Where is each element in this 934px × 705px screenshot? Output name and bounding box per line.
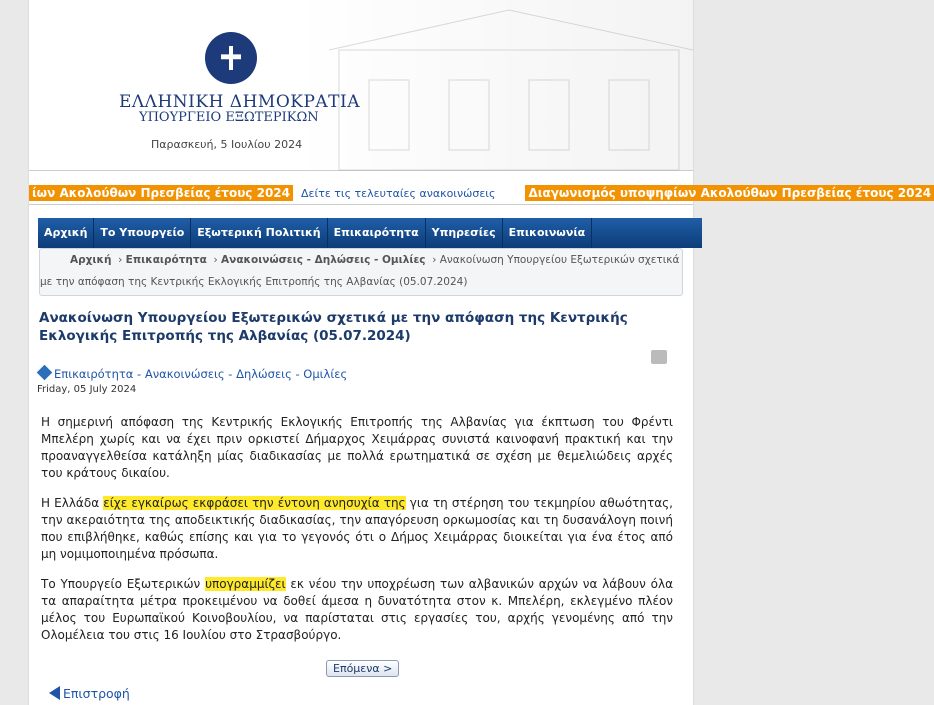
breadcrumb-announcements[interactable]: Ανακοινώσεις - Δηλώσεις - Ομιλίες [221, 254, 426, 266]
back-arrow-icon [49, 686, 60, 700]
text: Το Υπουργείο Εξωτερικών [41, 577, 206, 591]
article-body [41, 414, 673, 657]
greek-emblem-logo[interactable] [205, 32, 257, 84]
text: για τη στέρηση του τεκμηρίου αθωότητας, την ακεραιότητα της αποδεικτικής διαδικασίας, την απαγόρευση ορκωμοσίας και τη δυσανάλογη ποινή που επιβλήθηκε, καθώς επίσης και για το γεγονός ότι ο Δήμος Χειμάρρας διοικείται για ένα έτος από μη νομιμοποιημένα πρόσωπα. [41, 496, 673, 561]
breadcrumb-news[interactable]: Επικαιρότητα [125, 254, 207, 266]
page [28, 0, 932, 705]
nav-news[interactable]: Επικαιρότητα [328, 218, 426, 248]
paragraph [41, 495, 673, 563]
nav-home[interactable]: Αρχική [38, 218, 94, 248]
header-date: Παρασκευή, 5 Ιουλίου 2024 [151, 138, 303, 151]
paragraph: Η σημερινή απόφαση της Κεντρικής Εκλογικής Επιτροπής της Αλβανίας για έκπτωση του Φρέντι Μπελέρη χωρίς και να έχει πριν ορκιστεί Δήμαρχος Χειμάρρας συνιστά καινοφανή πρακτική και την προαναγγελθείσα κατάληξη μίας διαδικασίας με πολλά ερωτηματικά σε σχέση με θεμελιώδεις αρχές του κράτους δικαίου. [41, 415, 673, 480]
nav-foreign-policy[interactable]: Εξωτερική Πολιτική [191, 218, 327, 248]
breadcrumb-home[interactable]: Αρχική [70, 254, 112, 266]
back-link[interactable] [49, 686, 130, 701]
breadcrumb: Αρχική › Επικαιρότητα › Ανακοινώσεις - Δηλώσεις - Ομιλίες › Ανακοίνωση Υπουργείου Εξωτερικών σχετικά με την απόφαση της Κεντρικής Εκλογικής Επιτροπής της Αλβανίας (05.07.2024) [39, 248, 683, 296]
nav-services[interactable]: Υπηρεσίες [426, 218, 503, 248]
news-ticker [29, 182, 932, 205]
print-icon[interactable] [651, 350, 667, 364]
category-icon [37, 365, 53, 381]
category-label: Επικαιρότητα - Ανακοινώσεις - Δηλώσεις - Ομιλίες [54, 367, 348, 381]
text: εκ νέου την υποχρέωση των αλβανικών αρχών να λάβουν όλα τα απαραίτητα μέτρα προκειμένου να δοθεί άμεσα η δυνατότητα στον κ. Μπελέρη, εκλεγμένο πλέον μέλος του Ευρωπαϊκού Κοινοβουλίου, να παρίσταται στις εργασίες του, αρχής γενομένης από την Ολομέλεια του στις 16 Ιουλίου στο Στρασβούργο. [41, 577, 673, 642]
category-link[interactable] [39, 367, 347, 381]
article-date: Friday, 05 July 2024 [37, 384, 137, 395]
ticker-item[interactable]: Διαγωνισμός υποψηφίων Ακολούθων Πρεσβείας έτους 2024 [525, 185, 934, 201]
ticker-item[interactable]: ίων Ακολούθων Πρεσβείας έτους 2024 [29, 185, 293, 201]
nav-contact[interactable]: Επικοινωνία [503, 218, 593, 248]
breadcrumb-current: Ανακοίνωση Υπουργείου Εξωτερικών σχετικά με την απόφαση της Κεντρικής Εκλογικής Επιτροπής της Αλβανίας (05.07.2024) [40, 254, 680, 288]
highlighted-text: είχε εγκαίρως εκφράσει την έντονη ανησυχία της [103, 496, 406, 510]
text: Η Ελλάδα [41, 496, 104, 510]
site-title: ΕΛΛΗΝΙΚΗ ΔΗΜΟΚΡΑΤΙΑ [119, 92, 361, 112]
site-header [29, 0, 693, 171]
building-illustration [329, 10, 693, 170]
main-nav [38, 218, 702, 248]
next-button[interactable]: Επόμενα > [326, 660, 399, 677]
site-subtitle: ΥΠΟΥΡΓΕΙΟ ΕΞΩΤΕΡΙΚΩΝ [139, 110, 319, 125]
latest-announcements-link[interactable]: Δείτε τις τελευταίες ανακοινώσεις [301, 187, 496, 200]
highlighted-text: υπογραμμίζει [205, 577, 286, 591]
article-title: Ανακοίνωση Υπουργείου Εξωτερικών σχετικά με την απόφαση της Κεντρικής Εκλογικής Επιτροπής της Αλβανίας (05.07.2024) [39, 310, 628, 344]
back-label: Επιστροφή [63, 686, 130, 701]
paragraph [41, 576, 673, 644]
nav-ministry[interactable]: Το Υπουργείο [94, 218, 191, 248]
